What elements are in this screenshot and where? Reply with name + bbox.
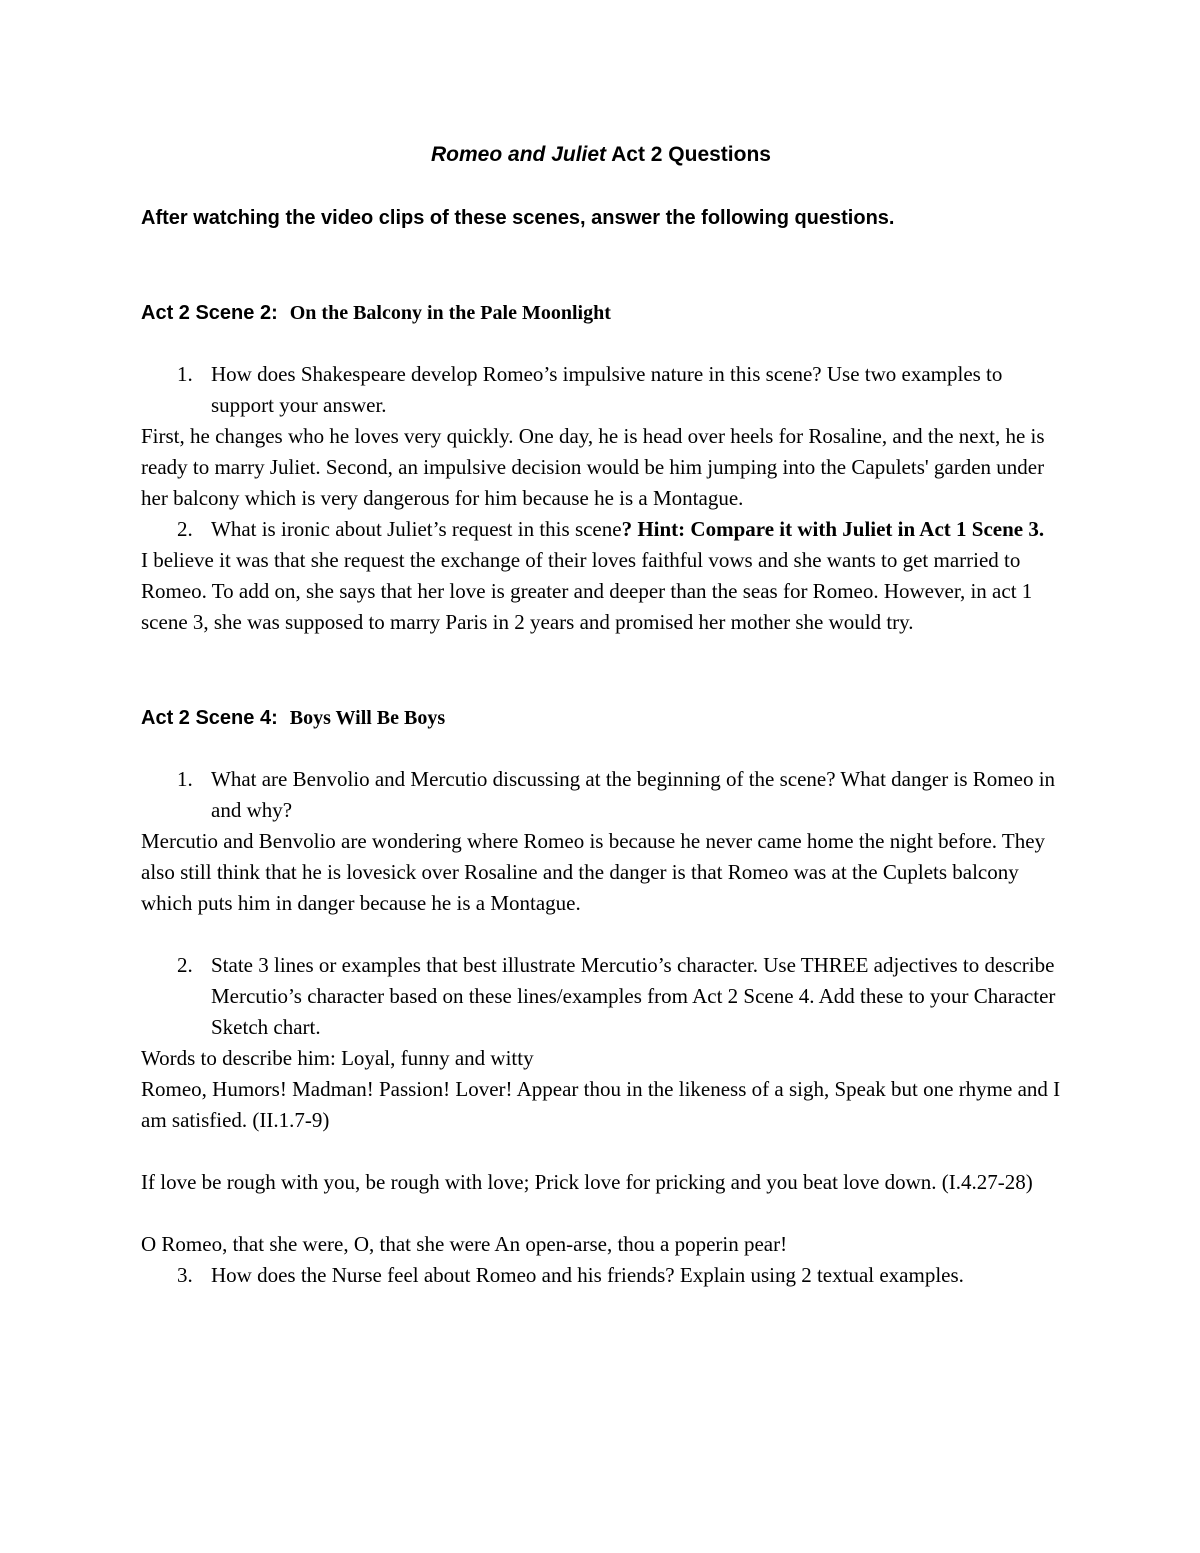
answer-text: First, he changes who he loves very quickly. One day, he is head over heels for Rosaline, and the next, he is ready to marry Juliet. Second, an impulsive decision would be him jumping into the Capulets' garden under her balcony which is very dangerous for him because he is a Montague. bbox=[141, 424, 1045, 510]
section-heading bbox=[141, 701, 1061, 734]
title-italic: Romeo and Juliet bbox=[431, 143, 607, 166]
blank-line bbox=[141, 1136, 1061, 1167]
question-text: What are Benvolio and Mercutio discussing at the beginning of the scene? What danger is Romeo in and why? bbox=[211, 767, 1056, 822]
question-text-main: What is ironic about Juliet’s request in this scene bbox=[211, 517, 622, 541]
answer-text: I believe it was that she request the exchange of their loves faithful vows and she wants to get married to Romeo. To add on, she says that her love is greater and deeper than the seas for Romeo. However, in act 1 scene 3, she was supposed to marry Paris in 2 years and promised her mother she would try. bbox=[141, 548, 1033, 634]
title-rest: Act 2 Questions bbox=[606, 143, 771, 166]
section-act2-scene4 bbox=[141, 701, 1061, 1291]
question-text bbox=[211, 514, 1061, 545]
question-text: How does the Nurse feel about Romeo and his friends? Explain using 2 textual examples. bbox=[211, 1263, 964, 1287]
section-act2-scene2 bbox=[141, 296, 1061, 638]
question-number: 2. bbox=[177, 517, 193, 541]
blank-line bbox=[141, 919, 1061, 950]
question-text: State 3 lines or examples that best illustrate Mercutio’s character. Use THREE adjectives to describe Mercutio’s character based on these lines/examples from Act 2 Scene 4. Add these to your Character Sketch chart. bbox=[211, 953, 1056, 1039]
blank-line bbox=[141, 1198, 1061, 1229]
answer-words: Words to describe him: Loyal, funny and witty bbox=[141, 1046, 534, 1070]
answer-text: Mercutio and Benvolio are wondering where Romeo is because he never came home the night before. They also still think that he is lovesick over Rosaline and the danger is that Romeo was at the Cuplets balcony which puts him in danger because he is a Montague. bbox=[141, 829, 1046, 915]
document-page bbox=[141, 138, 1061, 1291]
question-item bbox=[141, 950, 1061, 1043]
section-label: Act 2 Scene 2: bbox=[141, 302, 278, 324]
answer-quote: Romeo, Humors! Madman! Passion! Lover! Appear thou in the likeness of a sigh, Speak but one rhyme and I am satisfied. (II.1.7-9) bbox=[141, 1077, 1061, 1132]
question-number: 1. bbox=[177, 362, 193, 386]
question-item bbox=[141, 1260, 1061, 1291]
page-title bbox=[141, 138, 1061, 172]
question-item bbox=[141, 514, 1061, 545]
answer-quote: If love be rough with you, be rough with love; Prick love for pricking and you beat love down. (I.4.27-28) bbox=[141, 1170, 1033, 1194]
section-subtitle: On the Balcony in the Pale Moonlight bbox=[289, 302, 611, 324]
question-item bbox=[141, 359, 1061, 421]
instructions: After watching the video clips of these scenes, answer the following questions. bbox=[141, 207, 895, 229]
section-heading bbox=[141, 296, 1061, 329]
question-item bbox=[141, 764, 1061, 826]
question-number: 3. bbox=[177, 1263, 193, 1287]
question-number: 1. bbox=[177, 767, 193, 791]
section-label: Act 2 Scene 4: bbox=[141, 707, 278, 729]
section-subtitle: Boys Will Be Boys bbox=[289, 707, 446, 729]
question-text: How does Shakespeare develop Romeo’s impulsive nature in this scene? Use two examples to support your answer. bbox=[211, 362, 1003, 417]
question-number: 2. bbox=[177, 953, 193, 977]
question-hint: ? Hint: Compare it with Juliet in Act 1 Scene 3. bbox=[621, 517, 1045, 541]
answer-quote: O Romeo, that she were, O, that she were An open-arse, thou a poperin pear! bbox=[141, 1232, 788, 1256]
